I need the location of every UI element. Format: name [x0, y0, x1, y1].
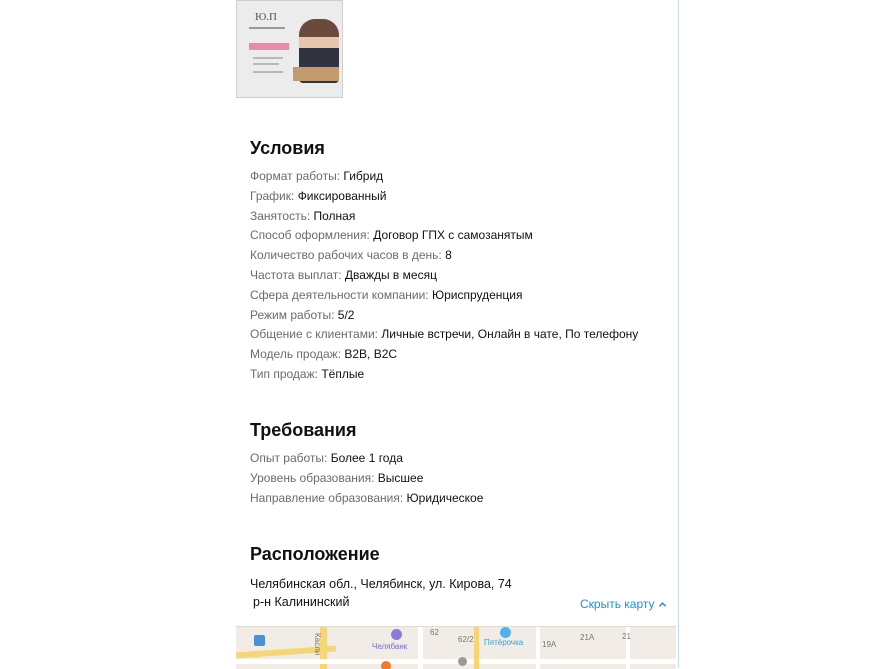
- condition-row: Количество рабочих часов в день: 8: [250, 248, 452, 263]
- requirements-title: Требования: [250, 420, 357, 440]
- map-label-street: Касли: [313, 633, 322, 656]
- address-block: [250, 575, 512, 611]
- chevron-up-icon: [658, 600, 667, 609]
- location-title: Расположение: [250, 544, 380, 564]
- map-label-house: 21: [622, 632, 631, 641]
- bank-icon[interactable]: [391, 629, 402, 640]
- condition-row: Частота выплат: Дважды в месяц: [250, 267, 437, 282]
- vacancy-image[interactable]: [236, 0, 343, 98]
- company-logo-text: Ю.П: [255, 11, 277, 23]
- requirements-list: [250, 449, 483, 508]
- map-label-store: Пятёрочка: [484, 638, 524, 647]
- condition-row: Общение с клиентами: Личные встречи, Онлайн в чате, По телефону: [250, 327, 639, 342]
- map-label-bank: Челябанк: [372, 642, 408, 651]
- requirements-section: [250, 420, 483, 508]
- requirement-row: Направление образования: Юридическое: [250, 490, 484, 505]
- condition-row: Сфера деятельности компании: Юриспруденция: [250, 287, 523, 302]
- address-text: Челябинская обл., Челябинск, ул. Кирова, 74: [250, 577, 512, 591]
- map-road: [418, 627, 423, 669]
- condition-row: Тип продаж: Тёплые: [250, 366, 365, 381]
- vacancy-panel: [236, 0, 679, 668]
- district-text: р-н Калининский: [253, 595, 350, 609]
- store-icon[interactable]: [500, 627, 511, 638]
- condition-row: Режим работы: 5/2: [250, 307, 355, 322]
- map-label-house: 62: [430, 628, 439, 637]
- conditions-section: [250, 138, 638, 385]
- conditions-title: Условия: [250, 138, 325, 158]
- requirement-row: Уровень образования: Высшее: [250, 470, 424, 485]
- hide-map-label: Скрыть карту: [580, 597, 655, 611]
- condition-row: Занятость: Полная: [250, 208, 356, 223]
- requirement-row: Опыт работы: Более 1 года: [250, 451, 403, 465]
- transport-icon[interactable]: [254, 635, 265, 646]
- map-road: [536, 627, 540, 669]
- condition-row: Способ оформления: Договор ГПХ с самозанятым: [250, 228, 533, 243]
- map-label-house: 19А: [542, 640, 557, 649]
- map-road: [474, 627, 479, 669]
- location-section: [250, 544, 512, 611]
- map-view[interactable]: [236, 626, 676, 669]
- map-label-house: 62/2: [458, 635, 474, 644]
- map-label-house: 21А: [580, 633, 595, 642]
- condition-row: Формат работы: Гибрид: [250, 169, 384, 183]
- map-marker-icon[interactable]: [458, 657, 467, 666]
- condition-row: Модель продаж: B2B, B2C: [250, 347, 398, 362]
- conditions-list: [250, 167, 638, 385]
- hide-map-link[interactable]: [580, 597, 667, 611]
- condition-row: График: Фиксированный: [250, 188, 387, 203]
- map-road: [236, 659, 676, 664]
